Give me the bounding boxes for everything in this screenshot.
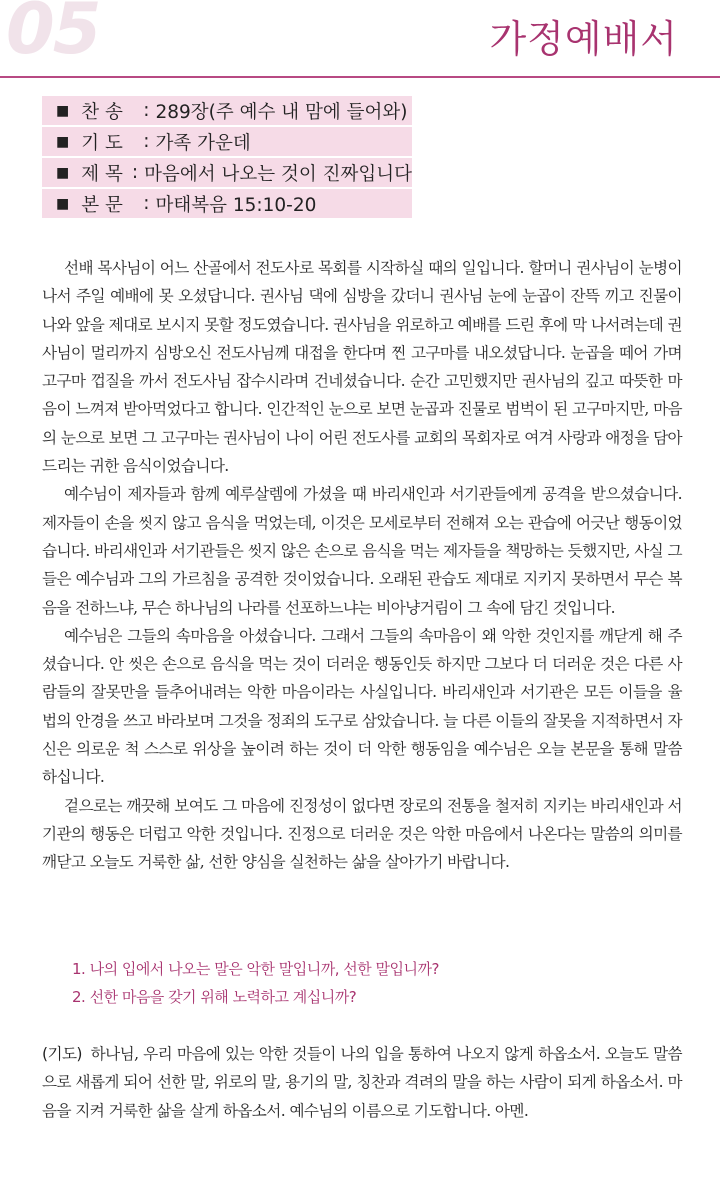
- closing-prayer: [42, 1040, 682, 1125]
- question-item: 2. 선한 마음을 갖기 위해 노력하고 계십니까?: [72, 988, 357, 1006]
- info-row-prayer: [42, 127, 412, 156]
- body-paragraph: 선배 목사님이 어느 산골에서 전도사로 목회를 시작하실 때의 일입니다. 할머니 권사님이 눈병이 나서 주일 예배에 못 오셨답니다. 권사님 댁에 심방을 갔더니 권사님 눈에 눈곱이 잔뜩 끼고 진물이 나와 앞을 제대로 보시지 못할 정도였습니다. 권사님을 위로하고 예배를 드린 후에 막 나서려는데 권사님이 멀리까지 심방오신 전도사님께 대접을 한다며 찐 고구마를 내오셨답니다. 눈곱을 떼어 가며 고구마 껍질을 까서 전도사님 잡수시라며 건네셨습니다. 순간 고민했지만 권사님의 깊고 따뜻한 마음이 느껴져 받아먹었다고 합니다. 인간적인 눈으로 보면 눈곱과 진물로 범벅이 된 고구마지만, 마음의 눈으로 보면 그 고구마는 권사님이 나이 어린 전도사를 교회의 목회자로 여겨 사랑과 애정을 담아 드리는 귀한 음식이었습니다.: [42, 259, 682, 476]
- info-label: 기 도: [81, 132, 123, 154]
- prayer-label: (기도): [42, 1045, 82, 1063]
- info-value: 가족 가운데: [155, 132, 251, 154]
- page-number: 05: [6, 0, 100, 70]
- info-label: 찬 송: [81, 101, 123, 123]
- body-paragraph: 겉으로는 깨끗해 보여도 그 마음에 진정성이 없다면 장로의 전통을 철저히 지키는 바리새인과 서기관의 행동은 더럽고 악한 것입니다. 진정으로 더러운 것은 악한 마음에서 나온다는 말씀의 의미를 깨닫고 오늘도 거룩한 삶, 선한 양심을 실천하는 삶을 살아가기 바랍니다.: [42, 796, 682, 872]
- info-row-hymn: [42, 96, 412, 125]
- question-item: 1. 나의 입에서 나오는 말은 악한 말입니까, 선한 말입니까?: [72, 960, 439, 978]
- info-row-subject: [42, 158, 412, 187]
- info-label: 본 문: [81, 194, 123, 216]
- header-divider: [0, 76, 720, 78]
- square-bullet-icon: ■: [56, 102, 70, 119]
- square-bullet-icon: ■: [56, 133, 70, 150]
- sermon-body: [42, 254, 682, 877]
- page-title: 가정예배서: [489, 17, 678, 61]
- info-value: 289장(주 예수 내 맘에 들어와): [155, 101, 408, 123]
- page-header: [0, 0, 720, 82]
- info-value: 마음에서 나오는 것이 진짜입니다: [144, 163, 412, 185]
- body-paragraph: 예수님이 제자들과 함께 예루살렘에 가셨을 때 바리새인과 서기관들에게 공격을 받으셨습니다. 제자들이 손을 씻지 않고 음식을 먹었는데, 이것은 모세로부터 전해져 오는 관습에 어긋난 행동이었습니다. 바리새인과 서기관들은 씻지 않은 손으로 음식을 먹는 제자들을 책망하는 듯했지만, 사실 그들은 예수님과 그의 가르침을 공격한 것이었습니다. 오래된 관습도 제대로 지키지 못하면서 무슨 복음을 전하느냐, 무슨 하나님의 나라를 선포하느냐는 비아냥거림이 그 속에 담긴 것입니다.: [42, 485, 682, 617]
- info-separator: :: [143, 193, 150, 214]
- reflection-questions: [72, 955, 692, 1011]
- info-value: 마태복음 15:10-20: [155, 194, 317, 216]
- info-separator: :: [143, 100, 150, 121]
- service-info-box: [42, 96, 412, 220]
- info-label: 제 목: [81, 163, 123, 185]
- square-bullet-icon: ■: [56, 195, 70, 212]
- body-paragraph: 예수님은 그들의 속마음을 아셨습니다. 그래서 그들의 속마음이 왜 악한 것인지를 깨닫게 해 주셨습니다. 안 씻은 손으로 음식을 먹는 것이 더러운 행동인듯 하지만 그보다 더 더러운 것은 다른 사람들의 잘못만을 들추어내려는 악한 마음이라는 사실입니다. 바리새인과 서기관은 모든 이들을 율법의 안경을 쓰고 바라보며 그것을 정죄의 도구로 삼았습니다. 늘 다른 이들의 잘못을 지적하면서 자신은 의로운 척 스스로 위상을 높이려 하는 것이 더 악한 행동임을 예수님은 오늘 본문을 통해 말씀하십니다.: [42, 626, 682, 787]
- square-bullet-icon: ■: [56, 164, 70, 181]
- info-separator: :: [143, 131, 150, 152]
- info-separator: :: [131, 162, 139, 183]
- prayer-text: 하나님, 우리 마음에 있는 악한 것들이 나의 입을 통하여 나오지 않게 하옵소서. 오늘도 말씀으로 새롭게 되어 선한 말, 위로의 말, 용기의 말, 칭찬과 격려의 말을 하는 사람이 되게 하옵소서. 마음을 지켜 거룩한 삶을 살게 하옵소서. 예수님의 이름으로 기도합니다. 아멘.: [42, 1045, 682, 1120]
- info-row-scripture: [42, 189, 412, 218]
